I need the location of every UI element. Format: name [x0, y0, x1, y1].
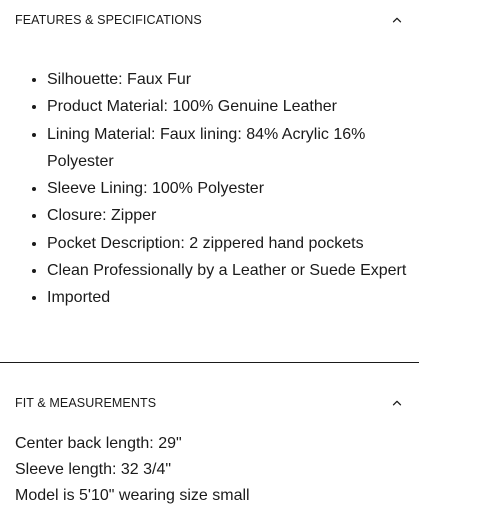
- features-specifications-title: FEATURES & SPECIFICATIONS: [15, 13, 202, 27]
- measurement-line: Center back length: 29": [15, 435, 182, 452]
- chevron-up-icon[interactable]: [391, 397, 403, 409]
- fit-measurements-header[interactable]: [0, 393, 419, 413]
- list-item: • Silhouette: Faux Fur: [47, 66, 419, 93]
- measurement-line: Sleeve length: 32 3/4": [15, 461, 172, 478]
- fit-measurements-title: FIT & MEASUREMENTS: [15, 396, 157, 410]
- chevron-up-icon[interactable]: [391, 14, 403, 26]
- list-item: • Sleeve Lining: 100% Polyester: [47, 175, 419, 202]
- list-item: • Closure: Zipper: [47, 202, 419, 229]
- measurement-line: Model is 5'10" wearing size small: [15, 487, 250, 504]
- section-divider: [0, 362, 419, 363]
- list-item: • Pocket Description: 2 zippered hand pockets: [47, 230, 419, 257]
- features-specifications-section: [0, 10, 419, 30]
- features-specifications-header[interactable]: [0, 10, 419, 30]
- list-item: • Product Material: 100% Genuine Leather: [47, 93, 419, 120]
- list-item: • Lining Material: Faux lining: 84% Acrylic 16% Polyester: [47, 121, 419, 176]
- fit-measurements-details: [15, 431, 250, 509]
- list-item: • Clean Professionally by a Leather or Suede Expert: [47, 257, 419, 284]
- list-item: • Imported: [47, 284, 419, 311]
- features-list: [0, 66, 419, 312]
- fit-measurements-section: [0, 393, 419, 413]
